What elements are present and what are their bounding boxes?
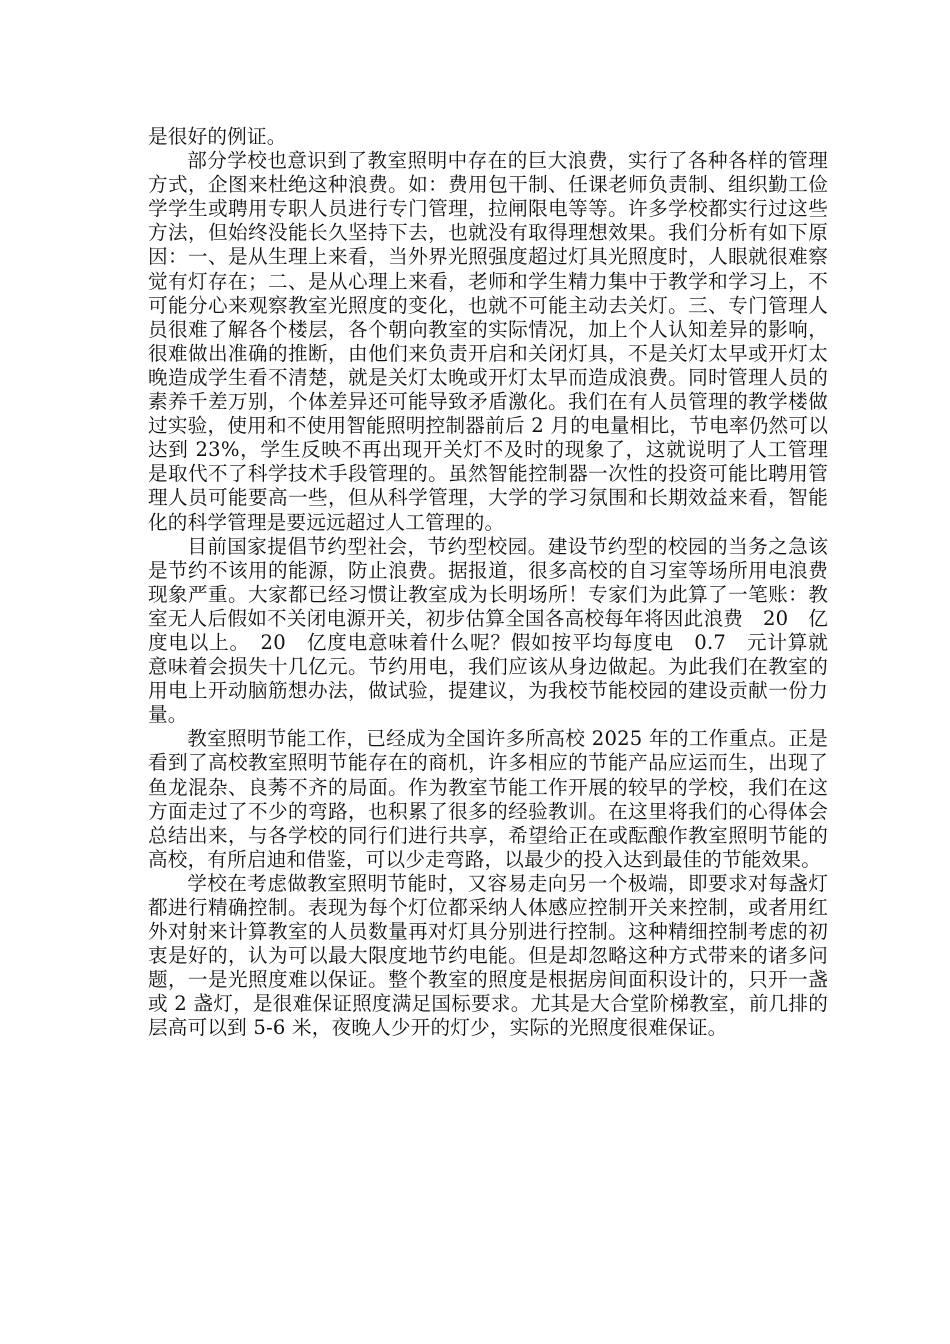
paragraph-continuation: 是很好的例证。 — [148, 125, 287, 148]
body-text — [148, 125, 828, 1041]
paragraph-management-methods: 部分学校也意识到了教室照明中存在的巨大浪费，实行了各种各样的管理方式，企图来杜绝这种浪费。如：费用包干制、任课老师负责制、组织勤工俭学学生或聘用专职人员进行专门管理，拉闸限电等等。许多学校都实行过这些方法，但始终没能长久坚持下去，也就没有取得理想效果。我们分析有如下原因：一、是从生理上来看，当外界光照强度超过灯具光照度时，人眼就很难察觉有灯存在；二、是从心理上来看，老师和学生精力集中于教学和学习上，不可能分心来观察教室光照度的变化，也就不可能主动去关灯。三、专门管理人员很难了解各个楼层，各个朝向教室的实际情况，加上个人认知差异的影响，很难做出准确的推断，由他们来负责开启和关闭灯具，不是关灯太早或开灯太晚造成学生看不清楚，就是关灯太晚或开灯太早而造成浪费。同时管理人员的素养千差万别，个体差异还可能导致矛盾激化。我们在有人员管理的教学楼做过实验，使用和不使用智能照明控制器前后 2 月的电量相比，节电率仍然可以达到 23%，学生反映不再出现开关灯不及时的现象了，这就说明了人工管理是取代不了科学技术手段管理的。虽然智能控制器一次性的投资可能比聘用管理人员可能要高一些，但从科学管理，大学的学习氛围和长期效益来看，智能化的科学管理是要远远超过人工管理的。 — [148, 149, 828, 534]
paragraph-lighting-energy-work: 教室照明节能工作，已经成为全国许多所高校 2025 年的工作重点。正是看到了高校教室照明节能存在的商机，许多相应的节能产品应运而生，出现了鱼龙混杂、良莠不齐的局面。作为教室节能工作开展的较早的学校，我们在这方面走过了不少的弯路，也积累了很多的经验教训。在这里将我们的心得体会总结出来，与各学校的同行们进行共享，希望给正在或酝酿作教室照明节能的高校，有所启迪和借鉴，可以少走弯路，以最少的投入达到最佳的节能效果。 — [148, 727, 828, 871]
paragraph-precise-control: 学校在考虑做教室照明节能时，又容易走向另一个极端，即要求对每盏灯都进行精确控制。表现为每个灯位都采纳人体感应控制开关来控制，或者用红外对射来计算教室的人员数量再对灯具分别进行控制。这种精细控制考虑的初衷是好的，认为可以最大限度地节约电能。但是却忽略这种方式带来的诸多问题，一是光照度难以保证。整个教室的照度是根据房间面积设计的，只开一盏或 2 盏灯，是很难保证照度满足国标要求。尤其是大合堂阶梯教室，前几排的层高可以到 5-6 米，夜晚人少开的灯少，实际的光照度很难保证。 — [148, 871, 828, 1040]
paragraph-energy-saving-campus: 目前国家提倡节约型社会，节约型校园。建设节约型的校园的当务之急该是节约不该用的能源，防止浪费。据报道，很多高校的自习室等场所用电浪费现象严重。大家都已经习惯让教室成为长明场所！专家们为此算了一笔账：教室无人后假如不关闭电源开关，初步估算全国各高校每年将因此浪费 20 亿度电以上。 20 亿度电意味着什么呢？假如按平均每度电 0.7 元计算就意味着会损失十几亿元。节约用电，我们应该从身边做起。为此我们在教室的用电上开动脑筋想办法，做试验，提建议，为我校节能校园的建设贡献一份力量。 — [148, 534, 828, 727]
